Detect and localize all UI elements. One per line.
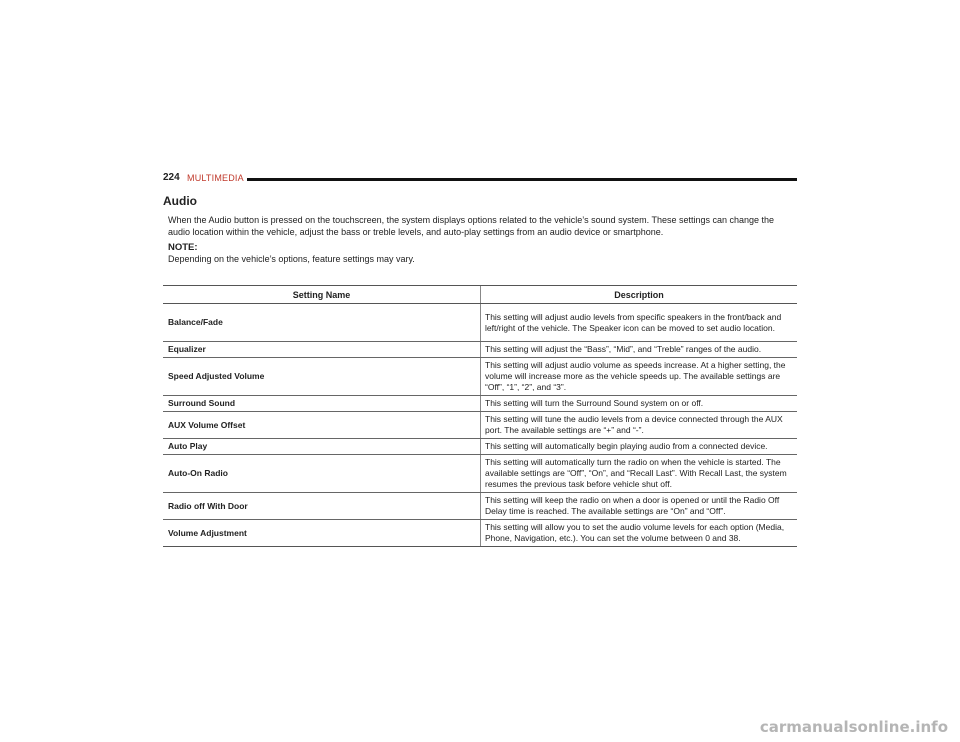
setting-description: This setting will allow you to set the audio volume levels for each option (Media, Phone, Navigation, etc.). You can set the volume between 0 and 38. (481, 520, 798, 547)
table-header-row (163, 286, 797, 304)
column-header-setting-name: Setting Name (163, 286, 481, 304)
section-name: MULTIMEDIA (187, 173, 244, 183)
table-row (163, 358, 797, 396)
table-row (163, 412, 797, 439)
setting-description: This setting will keep the radio on when a door is opened or until the Radio Off Delay time is reached. The available settings are “On” and “Off”. (481, 493, 798, 520)
setting-name: Volume Adjustment (163, 520, 481, 547)
audio-settings-table (163, 285, 797, 547)
header-rule (247, 178, 797, 181)
page-number: 224 (163, 172, 180, 183)
setting-name: Auto-On Radio (163, 455, 481, 493)
note-text: Depending on the vehicle’s options, feature settings may vary. (168, 254, 415, 264)
watermark: carmanualsonline.info (759, 718, 948, 736)
setting-name: Speed Adjusted Volume (163, 358, 481, 396)
setting-name: Equalizer (163, 342, 481, 358)
table-row (163, 396, 797, 412)
setting-description: This setting will adjust audio volume as speeds increase. At a higher setting, the volume will increase more as the vehicle speeds up. The available settings are “Off”, “1”, “2”, and “3”. (481, 358, 798, 396)
setting-name: Radio off With Door (163, 493, 481, 520)
setting-description: This setting will adjust audio levels from specific speakers in the front/back and left/right of the vehicle. The Speaker icon can be moved to set audio location. (481, 304, 798, 342)
setting-name: Auto Play (163, 439, 481, 455)
setting-description: This setting will automatically turn the radio on when the vehicle is started. The available settings are “Off”, “On”, and “Recall Last”. With Recall Last, the system resumes the previous task before vehicle shut off. (481, 455, 798, 493)
setting-name: Surround Sound (163, 396, 481, 412)
table-row (163, 304, 797, 342)
table-row (163, 493, 797, 520)
column-header-description: Description (481, 286, 798, 304)
setting-name: AUX Volume Offset (163, 412, 481, 439)
section-title: Audio (163, 194, 197, 208)
intro-paragraph: When the Audio button is pressed on the touchscreen, the system displays options related to the vehicle’s sound system. These settings can change the audio location within the vehicle, adjust the bass or treble levels, and auto-play settings from an audio device or smartphone. (168, 215, 775, 237)
setting-description: This setting will turn the Surround Sound system on or off. (481, 396, 798, 412)
page-header (163, 172, 797, 186)
setting-description: This setting will automatically begin playing audio from a connected device. (481, 439, 798, 455)
setting-description: This setting will tune the audio levels from a device connected through the AUX port. The available settings are “+” and “-”. (481, 412, 798, 439)
setting-description: This setting will adjust the “Bass”, “Mid”, and “Treble” ranges of the audio. (481, 342, 798, 358)
table-row (163, 439, 797, 455)
note-label: NOTE: (168, 242, 198, 253)
table-row (163, 520, 797, 547)
table-row (163, 342, 797, 358)
setting-name: Balance/Fade (163, 304, 481, 342)
table-row (163, 455, 797, 493)
